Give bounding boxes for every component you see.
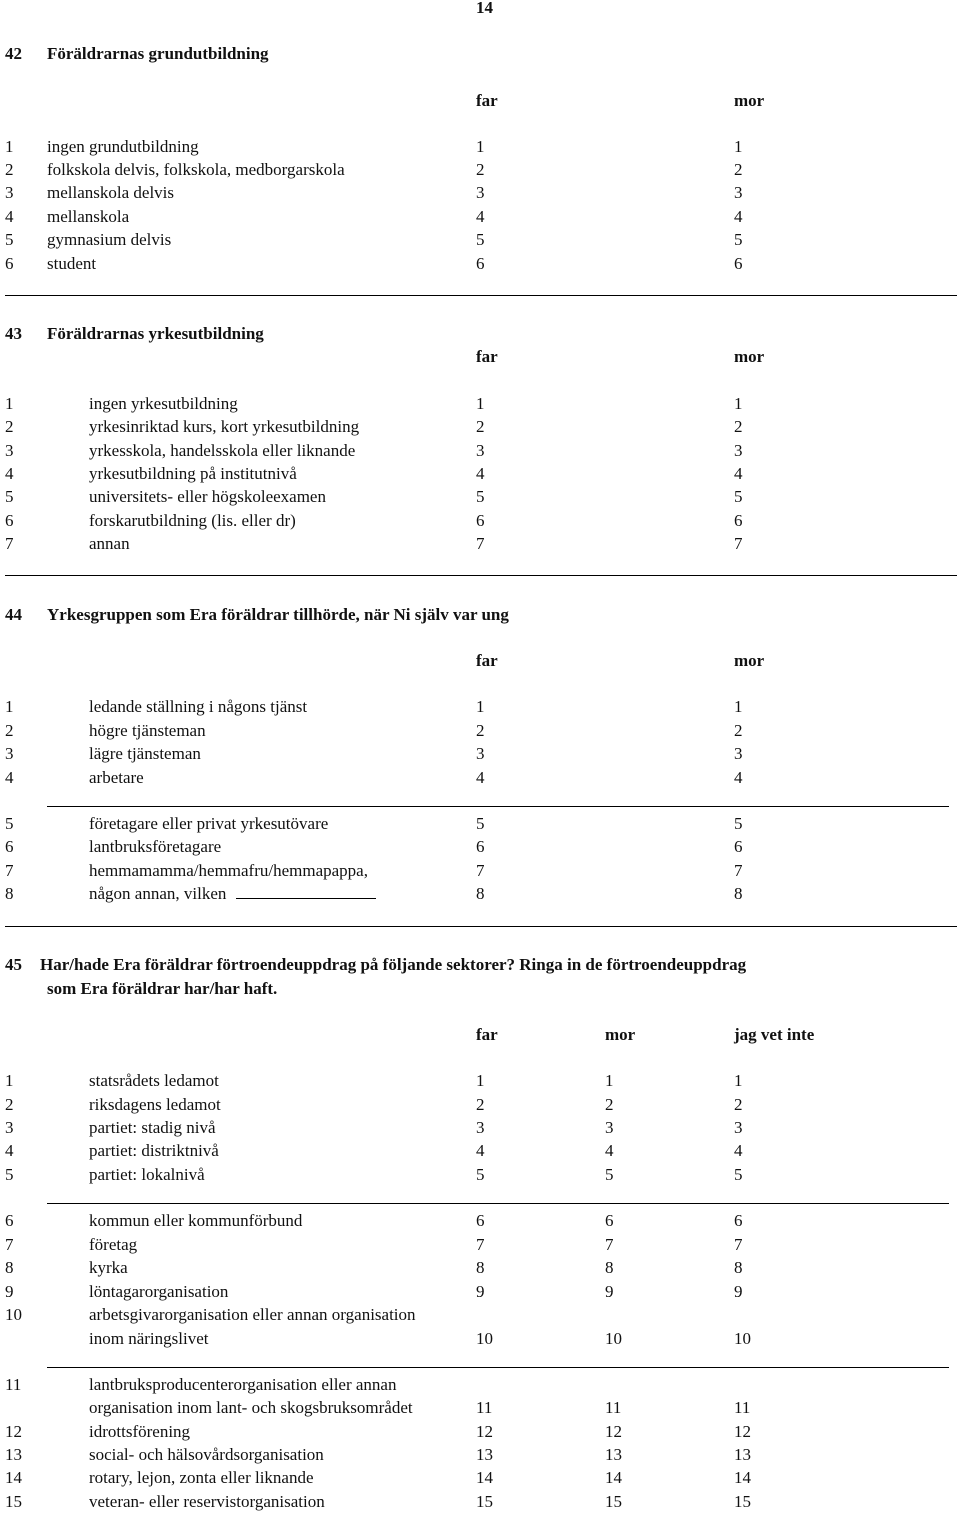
mor-choice[interactable]: 2: [734, 417, 743, 436]
mor-choice[interactable]: 5: [734, 487, 743, 506]
q43-title: Föräldrarnas yrkesutbildning: [47, 324, 264, 343]
mor-choice[interactable]: 15: [605, 1492, 622, 1511]
option-label: folkskola delvis, folkskola, medborgarskola: [47, 160, 345, 179]
option-number: 4: [5, 464, 14, 483]
vet-inte-choice[interactable]: 4: [734, 1141, 743, 1160]
option-label: lantbruksföretagare: [89, 837, 222, 856]
group-divider: [47, 1203, 949, 1204]
mor-choice[interactable]: 2: [734, 721, 743, 740]
far-choice[interactable]: 3: [476, 183, 485, 202]
section-divider: [5, 295, 957, 296]
far-choice[interactable]: 4: [476, 1141, 485, 1160]
mor-choice[interactable]: 9: [605, 1282, 614, 1301]
far-choice[interactable]: 5: [476, 814, 485, 833]
far-choice[interactable]: 5: [476, 487, 485, 506]
option-number: 6: [5, 254, 14, 273]
mor-choice[interactable]: 8: [734, 884, 743, 903]
option-label: mellanskola: [47, 207, 130, 226]
group-divider: [47, 1367, 949, 1368]
option-label: student: [47, 254, 97, 273]
mor-choice[interactable]: 4: [605, 1141, 614, 1160]
mor-choice[interactable]: 6: [734, 837, 743, 856]
far-choice[interactable]: 1: [476, 697, 485, 716]
far-choice[interactable]: 5: [476, 230, 485, 249]
section-divider: [5, 926, 957, 927]
vet-inte-choice[interactable]: 11: [734, 1398, 751, 1417]
q44-title: Yrkesgruppen som Era föräldrar tillhörde, när Ni själv var ung: [47, 605, 509, 624]
q42-col-far: far: [476, 91, 498, 110]
vet-inte-choice[interactable]: 8: [734, 1258, 743, 1277]
option-label: partiet: lokalnivå: [89, 1165, 205, 1184]
mor-choice[interactable]: 6: [734, 511, 743, 530]
mor-choice[interactable]: 1: [605, 1071, 614, 1090]
mor-choice[interactable]: 13: [605, 1445, 622, 1464]
option-label: någon annan, vilken: [89, 884, 227, 903]
vet-inte-choice[interactable]: 7: [734, 1235, 743, 1254]
far-choice[interactable]: 2: [476, 417, 485, 436]
option-number: 3: [5, 183, 14, 202]
mor-choice[interactable]: 3: [605, 1118, 614, 1137]
mor-choice[interactable]: 6: [605, 1211, 614, 1230]
far-choice[interactable]: 13: [476, 1445, 493, 1464]
page-number: 14: [476, 0, 493, 17]
option-label: veteran- eller reservistorganisation: [89, 1492, 325, 1511]
option-number: 6: [5, 837, 14, 856]
q43-number: 43: [5, 324, 22, 343]
mor-choice[interactable]: 1: [734, 137, 743, 156]
q43-col-far: far: [476, 347, 498, 366]
vet-inte-choice[interactable]: 9: [734, 1282, 743, 1301]
mor-choice[interactable]: 7: [605, 1235, 614, 1254]
q42-title: Föräldrarnas grundutbildning: [47, 44, 269, 63]
option-label: lantbruksproducenterorganisation eller annan: [89, 1375, 397, 1394]
vet-inte-choice[interactable]: 1: [734, 1071, 743, 1090]
option-number: 13: [5, 1445, 22, 1464]
far-choice[interactable]: 6: [476, 511, 485, 530]
option-number: 3: [5, 1118, 14, 1137]
mor-choice[interactable]: 6: [734, 254, 743, 273]
vet-inte-choice[interactable]: 3: [734, 1118, 743, 1137]
vet-inte-choice[interactable]: 2: [734, 1095, 743, 1114]
q43-col-mor: mor: [734, 347, 765, 366]
option-label-with-blank: [89, 884, 376, 904]
option-number: 5: [5, 1165, 14, 1184]
option-number: 6: [5, 511, 14, 530]
far-choice[interactable]: 4: [476, 207, 485, 226]
option-label: riksdagens ledamot: [89, 1095, 221, 1114]
option-label: idrottsförening: [89, 1422, 191, 1441]
mor-choice[interactable]: 4: [734, 768, 743, 787]
option-number: 15: [5, 1492, 22, 1511]
option-number: 10: [5, 1305, 22, 1324]
mor-choice[interactable]: 11: [605, 1398, 622, 1417]
option-number: 2: [5, 1095, 14, 1114]
option-label: yrkesinriktad kurs, kort yrkesutbildning: [89, 417, 360, 436]
mor-choice[interactable]: 2: [734, 160, 743, 179]
option-label: ingen yrkesutbildning: [89, 394, 238, 413]
far-choice[interactable]: 15: [476, 1492, 493, 1511]
option-number: 9: [5, 1282, 14, 1301]
option-number: 1: [5, 394, 14, 413]
option-label: mellanskola delvis: [47, 183, 175, 202]
far-choice[interactable]: 5: [476, 1165, 485, 1184]
mor-choice[interactable]: 10: [605, 1329, 622, 1348]
option-number: 3: [5, 441, 14, 460]
option-label: rotary, lejon, zonta eller liknande: [89, 1468, 314, 1487]
option-label: högre tjänsteman: [89, 721, 206, 740]
vet-inte-choice[interactable]: 14: [734, 1468, 751, 1487]
option-number: 7: [5, 861, 14, 880]
option-label: ledande ställning i någons tjänst: [89, 697, 308, 716]
option-label: yrkesutbildning på institutnivå: [89, 464, 297, 483]
far-choice[interactable]: 3: [476, 744, 485, 763]
far-choice[interactable]: 1: [476, 137, 485, 156]
q42-col-mor: mor: [734, 91, 765, 110]
option-number: 7: [5, 1235, 14, 1254]
mor-choice[interactable]: 1: [734, 394, 743, 413]
far-choice[interactable]: 10: [476, 1329, 493, 1348]
far-choice[interactable]: 1: [476, 1071, 485, 1090]
option-label: företag: [89, 1235, 138, 1254]
q44-number: 44: [5, 605, 22, 624]
vet-inte-choice[interactable]: 13: [734, 1445, 751, 1464]
option-number: 4: [5, 768, 14, 787]
mor-choice[interactable]: 12: [605, 1422, 622, 1441]
option-number: 1: [5, 697, 14, 716]
q45-title-line2: som Era föräldrar har/har haft.: [47, 979, 278, 998]
option-label: arbetare: [89, 768, 144, 787]
vet-inte-choice[interactable]: 10: [734, 1329, 751, 1348]
far-choice[interactable]: 6: [476, 1211, 485, 1230]
far-choice[interactable]: 2: [476, 721, 485, 740]
option-label: arbetsgivarorganisation eller annan organisation: [89, 1305, 416, 1324]
vet-inte-choice[interactable]: 6: [734, 1211, 743, 1230]
option-number: 4: [5, 1141, 14, 1160]
option-label: gymnasium delvis: [47, 230, 172, 249]
option-number: 2: [5, 721, 14, 740]
mor-choice[interactable]: 2: [605, 1095, 614, 1114]
option-number: 7: [5, 534, 14, 553]
far-choice[interactable]: 1: [476, 394, 485, 413]
far-choice[interactable]: 3: [476, 1118, 485, 1137]
option-label: partiet: distriktnivå: [89, 1141, 219, 1160]
q42-number: 42: [5, 44, 22, 63]
option-label: ingen grundutbildning: [47, 137, 199, 156]
mor-choice[interactable]: 4: [734, 464, 743, 483]
far-choice[interactable]: 8: [476, 1258, 485, 1277]
option-label: annan: [89, 534, 130, 553]
q45-col-far: far: [476, 1025, 498, 1044]
write-in-field[interactable]: [236, 884, 376, 899]
mor-choice[interactable]: 3: [734, 183, 743, 202]
option-label: statsrådets ledamot: [89, 1071, 219, 1090]
option-number: 12: [5, 1422, 22, 1441]
option-label: partiet: stadig nivå: [89, 1118, 216, 1137]
option-number: 11: [5, 1375, 22, 1394]
far-choice[interactable]: 14: [476, 1468, 493, 1487]
far-choice[interactable]: 11: [476, 1398, 493, 1417]
group-divider: [47, 806, 949, 807]
section-divider: [5, 575, 957, 576]
far-choice[interactable]: 4: [476, 768, 485, 787]
option-number: 8: [5, 884, 14, 903]
option-number: 2: [5, 160, 14, 179]
far-choice[interactable]: 7: [476, 1235, 485, 1254]
mor-choice[interactable]: 8: [605, 1258, 614, 1277]
mor-choice[interactable]: 7: [734, 861, 743, 880]
mor-choice[interactable]: 5: [605, 1165, 614, 1184]
option-number: 6: [5, 1211, 14, 1230]
option-number: 8: [5, 1258, 14, 1277]
vet-inte-choice[interactable]: 12: [734, 1422, 751, 1441]
far-choice[interactable]: 8: [476, 884, 485, 903]
option-label: universitets- eller högskoleexamen: [89, 487, 326, 506]
far-choice[interactable]: 7: [476, 534, 485, 553]
option-number: 1: [5, 137, 14, 156]
vet-inte-choice[interactable]: 15: [734, 1492, 751, 1511]
mor-choice[interactable]: 5: [734, 230, 743, 249]
option-label: kommun eller kommunförbund: [89, 1211, 303, 1230]
option-label: löntagarorganisation: [89, 1282, 229, 1301]
option-label-cont: inom näringslivet: [89, 1329, 209, 1348]
far-choice[interactable]: 3: [476, 441, 485, 460]
option-label: social- och hälsovårdsorganisation: [89, 1445, 324, 1464]
far-choice[interactable]: 2: [476, 1095, 485, 1114]
mor-choice[interactable]: 3: [734, 441, 743, 460]
option-label: yrkesskola, handelsskola eller liknande: [89, 441, 356, 460]
mor-choice[interactable]: 1: [734, 697, 743, 716]
option-number: 4: [5, 207, 14, 226]
vet-inte-choice[interactable]: 5: [734, 1165, 743, 1184]
q45-title-line1: Har/hade Era föräldrar förtroendeuppdrag på följande sektorer? Ringa in de förtroendeuppdrag: [40, 955, 747, 974]
option-number: 14: [5, 1468, 22, 1487]
option-label: forskarutbildning (lis. eller dr): [89, 511, 296, 530]
q45-col-mor: mor: [605, 1025, 636, 1044]
mor-choice[interactable]: 14: [605, 1468, 622, 1487]
option-label: lägre tjänsteman: [89, 744, 201, 763]
far-choice[interactable]: 4: [476, 464, 485, 483]
far-choice[interactable]: 9: [476, 1282, 485, 1301]
option-label-cont: organisation inom lant- och skogsbruksområdet: [89, 1398, 413, 1417]
mor-choice[interactable]: 3: [734, 744, 743, 763]
mor-choice[interactable]: 4: [734, 207, 743, 226]
mor-choice[interactable]: 5: [734, 814, 743, 833]
option-number: 1: [5, 1071, 14, 1090]
q44-col-mor: mor: [734, 651, 765, 670]
option-label: kyrka: [89, 1258, 128, 1277]
option-number: 3: [5, 744, 14, 763]
far-choice[interactable]: 2: [476, 160, 485, 179]
option-label: företagare eller privat yrkesutövare: [89, 814, 329, 833]
q44-col-far: far: [476, 651, 498, 670]
q45-col-vet: jag vet inte: [734, 1025, 815, 1044]
option-number: 2: [5, 417, 14, 436]
option-label: hemmamamma/hemmafru/hemmapappa,: [89, 861, 368, 880]
far-choice[interactable]: 6: [476, 837, 485, 856]
far-choice[interactable]: 6: [476, 254, 485, 273]
option-number: 5: [5, 230, 14, 249]
option-number: 5: [5, 814, 14, 833]
far-choice[interactable]: 12: [476, 1422, 493, 1441]
far-choice[interactable]: 7: [476, 861, 485, 880]
q45-number: 45: [5, 955, 22, 974]
option-number: 5: [5, 487, 14, 506]
mor-choice[interactable]: 7: [734, 534, 743, 553]
